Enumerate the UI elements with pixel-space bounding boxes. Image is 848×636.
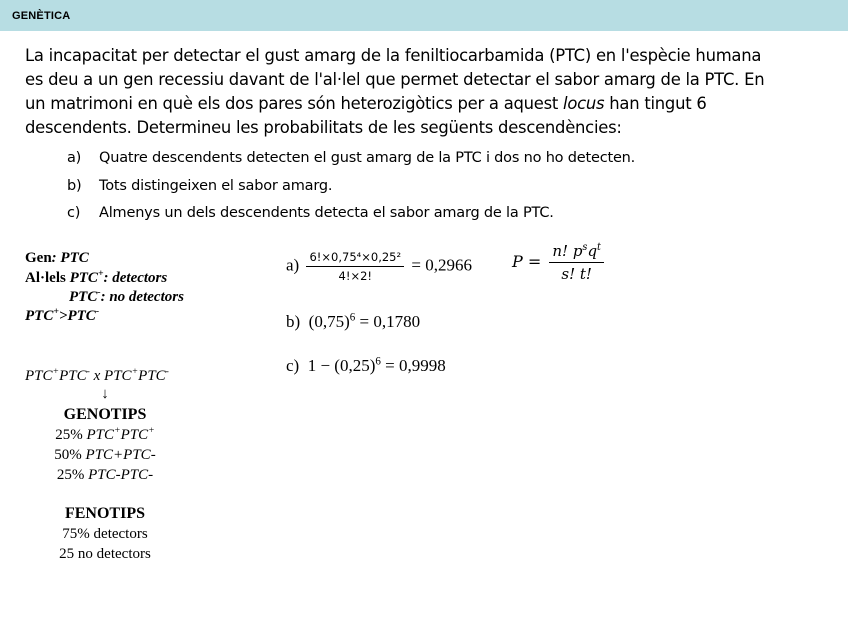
problem-line-4: descendents. Determineu les probabilitats de les següents descendències: [25,118,622,137]
formula-term: n! p [552,242,583,260]
binomial-formula [512,242,607,283]
problem-line-3 [25,92,830,116]
fraction-denominator: 4!×2! [338,269,373,283]
fraction-numerator: 6!×0,75⁴×0,25² [306,250,404,267]
allele-minus: - [97,287,101,298]
genotype-row-3 [25,467,185,484]
genotype-row-2 [25,447,185,464]
answer-label: b) [286,312,301,331]
question-letter: b) [67,178,82,194]
answer-base: (0,75) [308,312,350,331]
answer-exponent: 6 [349,311,356,324]
allele-name: PTC [69,289,98,305]
answer-c [286,356,446,376]
allele-plus: + [148,425,155,436]
question-text: Almenys un dels descendents detecta el sabor amarg de la PTC. [99,205,554,221]
allele-minus: - [86,366,90,377]
phenotypes-title: FENOTIPS [64,505,145,522]
question-letter: a) [67,150,82,166]
answer-result: = 0,1780 [355,312,421,331]
allele-plus: + [114,425,121,436]
formula-term: q [587,242,598,260]
genotype-row-1 [25,427,185,444]
phenotype-row-2: 25 no detectors [59,546,151,562]
answer-a-fraction [306,250,404,283]
cross-symbol: x [89,368,105,384]
cross-arrow: ↓ [101,386,109,402]
detectors-label: : detectors [103,270,168,286]
allele-minus: - [95,306,100,317]
genotype-percent: 25% [56,467,89,483]
allele-name: PTC [69,270,98,286]
cross-line [25,368,169,385]
gene-value: : PTC [51,250,89,266]
problem-line-3-end: han tingut 6 [604,94,707,113]
problem-line-1: La incapacitat per detectar el gust amarg de la feniltiocarbamida (PTC) en l'espècie humana [25,46,762,65]
answer-label: a) [286,255,300,275]
problem-statement [25,44,830,140]
formula-exponent: t [597,242,601,253]
allele-name: PTC [120,427,149,443]
formula-fraction [549,242,604,283]
formula-numerator [549,242,604,263]
dominance-symbol: > [58,308,68,324]
answer-a [286,250,472,283]
question-text: Tots distingeixen el sabor amarg. [99,178,333,194]
question-c [67,205,554,221]
header-bar [0,0,848,31]
problem-line-3-start: un matrimoni en què els dos pares són heterozigòtics per a aquest [25,94,564,113]
genotype-text: PTC-PTC- [88,467,154,483]
dominance-line [25,308,99,325]
recessive-allele-line [69,289,184,306]
question-letter: c) [67,205,81,221]
answer-result: = 0,2966 [411,255,472,275]
answer-label: c) [286,356,300,375]
phenotype-row-1: 75% detectors [62,526,148,542]
allele-name: PTC [25,308,54,324]
locus-term: locus [563,94,605,113]
genotypes-title: GENOTIPS [63,406,147,423]
alleles-line [25,270,167,287]
allele-plus: + [53,306,59,317]
allele-minus: - [165,366,169,377]
allele-plus: + [52,366,60,377]
answer-exponent: 6 [375,355,381,368]
formula-lhs: P = [512,252,542,271]
answer-base: 1 − (0,25) [307,356,376,375]
question-b [67,178,332,194]
allele-name: PTC [67,308,96,324]
header-title: GENÈTICA [12,10,71,22]
allele-plus: + [97,268,104,279]
allele-name: PTC [59,368,87,384]
question-a [67,150,635,166]
gene-line [25,250,89,267]
genotype-percent: 50% [54,447,86,463]
no-detectors-label: : no detectors [100,289,184,305]
formula-denominator: s! t! [561,265,592,283]
allele-plus: + [131,366,139,377]
allele-name: PTC [25,368,53,384]
genotype-percent: 25% [55,427,87,443]
allele-name: PTC [104,368,132,384]
gene-label: Gen [25,250,52,266]
alleles-label: Al·lels [25,270,70,286]
allele-name: PTC [138,368,166,384]
genotype-text: PTC+PTC- [85,447,156,463]
question-text: Quatre descendents detecten el gust amarg de la PTC i dos no ho detecten. [99,150,636,166]
answer-b [286,312,420,332]
answer-result: = 0,9998 [380,356,446,375]
formula-exponent: s [582,242,588,253]
problem-line-2: es deu a un gen recessiu davant de l'al·lel que permet detectar el sabor amarg de la PTC. En [25,70,765,89]
allele-name: PTC [86,427,115,443]
